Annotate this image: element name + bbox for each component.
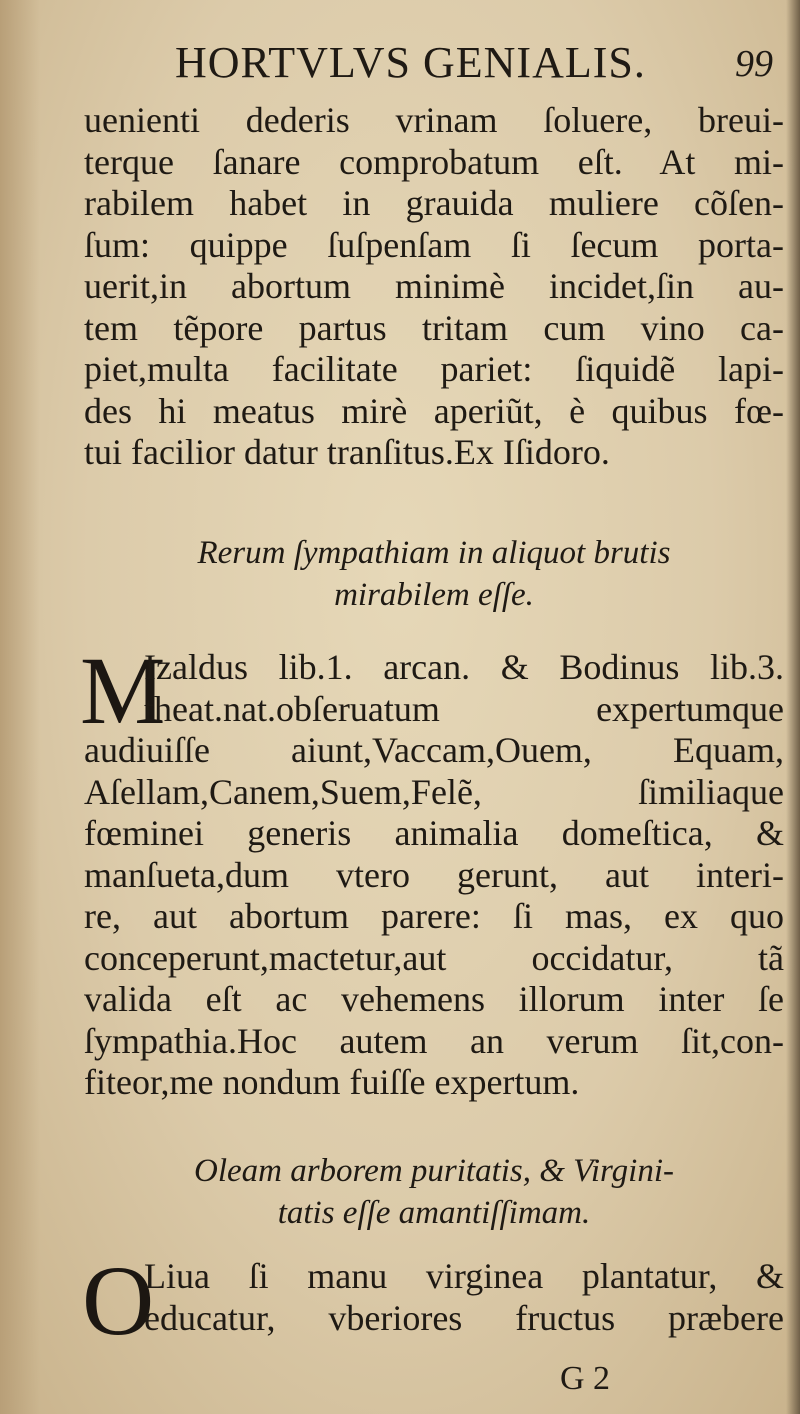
text-line: terque ſanare comprobatum eſt. At mi- — [84, 141, 784, 182]
section-heading-2 — [84, 1150, 784, 1234]
text-line: educatur, vberiores fructus præbere — [144, 1297, 784, 1338]
text-line: Izaldus lib.1. arcan. & Bodinus lib.3. — [144, 647, 784, 687]
paragraph-1 — [84, 100, 784, 474]
heading-line: Oleam arborem puritatis, & Virgini- — [193, 1153, 674, 1189]
paragraph-3 — [84, 1256, 784, 1339]
text-line: piet,multa facilitate pariet: ſiquidẽ lapi- — [84, 349, 784, 389]
text-line: tem tẽpore partus tritam cum vino ca- — [84, 307, 784, 348]
text-line: re, aut abortum parere: ſi mas, ex quo — [84, 896, 784, 936]
text-line: ſum: quippe ſuſpenſam ſi ſecum porta- — [84, 224, 784, 265]
section-heading-1 — [84, 532, 784, 616]
drop-cap: M — [80, 637, 166, 744]
text-line: rabilem habet in grauida muliere cõſen- — [84, 183, 784, 223]
paragraph-2 — [84, 647, 784, 1104]
text-line: fiteor,me nondum fuiſſe expertum. — [84, 1062, 580, 1102]
text-line: conceperunt,mactetur,aut occidatur, tã — [84, 937, 784, 978]
text-line: uerit,in abortum minimè incidet,ſin au- — [84, 266, 784, 306]
text-line: theat.nat.obſeruatum expertumque — [144, 688, 784, 729]
heading-line: Rerum ſympathiam in aliquot brutis — [197, 535, 671, 571]
text-line: valida eſt ac vehemens illorum inter ſe — [84, 979, 784, 1019]
heading-line: tatis eſſe amantiſſimam. — [277, 1195, 591, 1231]
text-line: tui facilior datur tranſitus.Ex Iſidoro. — [84, 432, 610, 472]
running-header: HORTVLVS GENIALIS. — [175, 38, 646, 87]
text-line: uenienti dederis vrinam ſoluere, breui- — [84, 100, 784, 140]
text-line: fœminei generis animalia domeſtica, & — [84, 813, 784, 853]
text-line: Liua ſi manu virginea plantatur, & — [144, 1256, 784, 1296]
text-line: ſympathia.Hoc autem an verum ſit,con- — [84, 1020, 784, 1061]
text-line: des hi meatus mirè aperiũt, è quibus fœ- — [84, 390, 784, 431]
text-line: manſueta,dum vtero gerunt, aut interi- — [84, 854, 784, 895]
heading-line: mirabilem eſſe. — [334, 577, 534, 613]
text-line: audiuiſſe aiunt,Vaccam,Ouem, Equam, — [84, 730, 784, 770]
text-line: Aſellam,Canem,Suem,Felẽ, ſimiliaque — [84, 771, 784, 812]
signature-mark: G 2 — [560, 1360, 611, 1397]
drop-cap: O — [82, 1245, 155, 1356]
page-number: 99 — [735, 43, 773, 85]
